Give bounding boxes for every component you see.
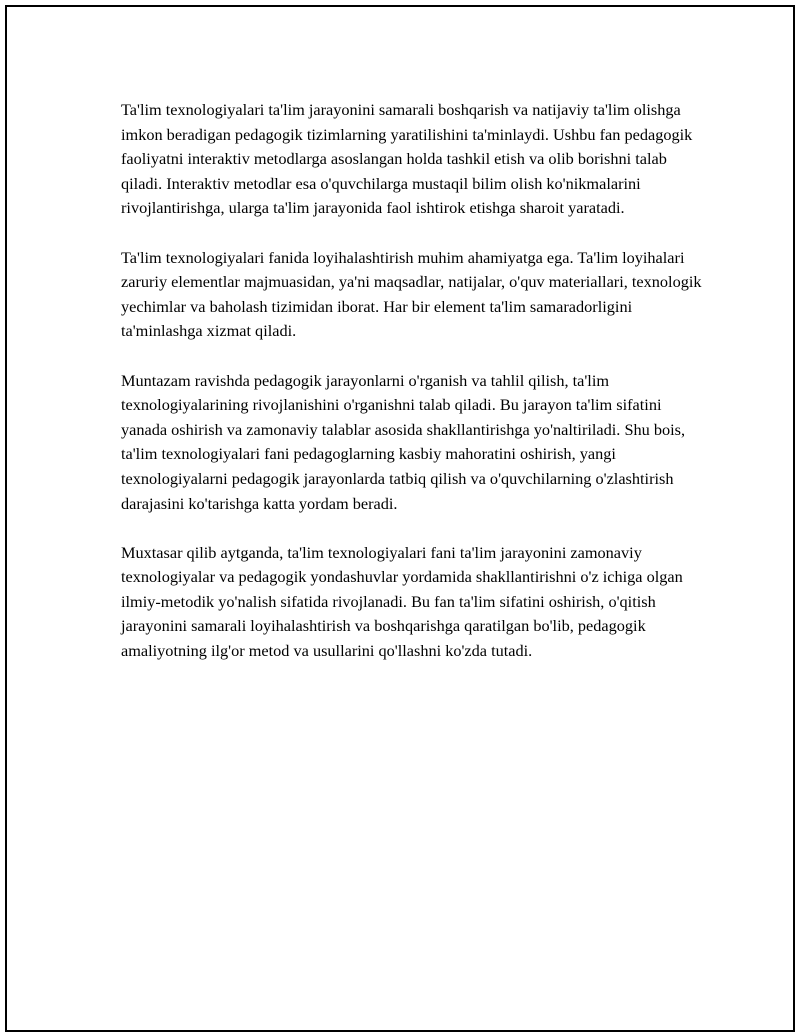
paragraph-4: Muxtasar qilib aytganda, ta'lim texnologiyalari fani ta'lim jarayonini zamonaviy texnologiyalar va pedagogik yondashuvlar yordamida shakllantirishni o'z ichiga olgan ilmiy-metodik yo'nalish sifatida rivojlanadi. Bu fan ta'lim sifatini oshirish, o'qitish jarayonini samarali loyihalashtirish va boshqarishga qaratilgan bo'lib, pedagogik amaliyotning ilg'or metod va usullarini qo'llashni ko'zda tutadi.	[121, 542, 683, 661]
page-frame	[5, 5, 795, 1032]
paragraph-3: Muntazam ravishda pedagogik jarayonlarni o'rganish va tahlil qilish, ta'lim texnologiyalarining rivojlanishini o'rganishni talab qiladi. Bu jarayon ta'lim sifatini yanada oshirish va zamonaviy talablar asosida shakllantirishga yo'naltiriladi. Shu bois, ta'lim texnologiyalari fani pedagoglarning kasbiy mahoratini oshirish, yangi texnologiyalarni pedagogik jarayonlarda tatbiq qilish va o'quvchilarning o'zlashtirish darajasini ko'tarishga katta yordam beradi.	[121, 370, 686, 513]
paragraph-2: Ta'lim texnologiyalari fanida loyihalashtirish muhim ahamiyatga ega. Ta'lim loyihalari zaruriy elementlar majmuasidan, ya'ni maqsadlar, natijalar, o'quv materiallari, texnologik yechimlar va baholash tizimidan iborat. Har bir element ta'lim samaradorligini ta'minlashga xizmat qiladi.	[121, 247, 702, 341]
paragraph-1: Ta'lim texnologiyalari ta'lim jarayonini samarali boshqarish va natijaviy ta'lim olishga imkon beradigan pedagogik tizimlarning yaratilishini ta'minlaydi. Ushbu fan pedagogik faoliyatni interaktiv metodlarga asoslangan holda tashkil etish va olib borishni talab qiladi. Interaktiv metodlar esa o'quvchilarga mustaqil bilim olish ko'nikmalarini rivojlantirishga, ularga ta'lim jarayonida faol ishtirok etishga sharoit yaratadi.	[121, 100, 693, 218]
document-body	[121, 98, 711, 688]
